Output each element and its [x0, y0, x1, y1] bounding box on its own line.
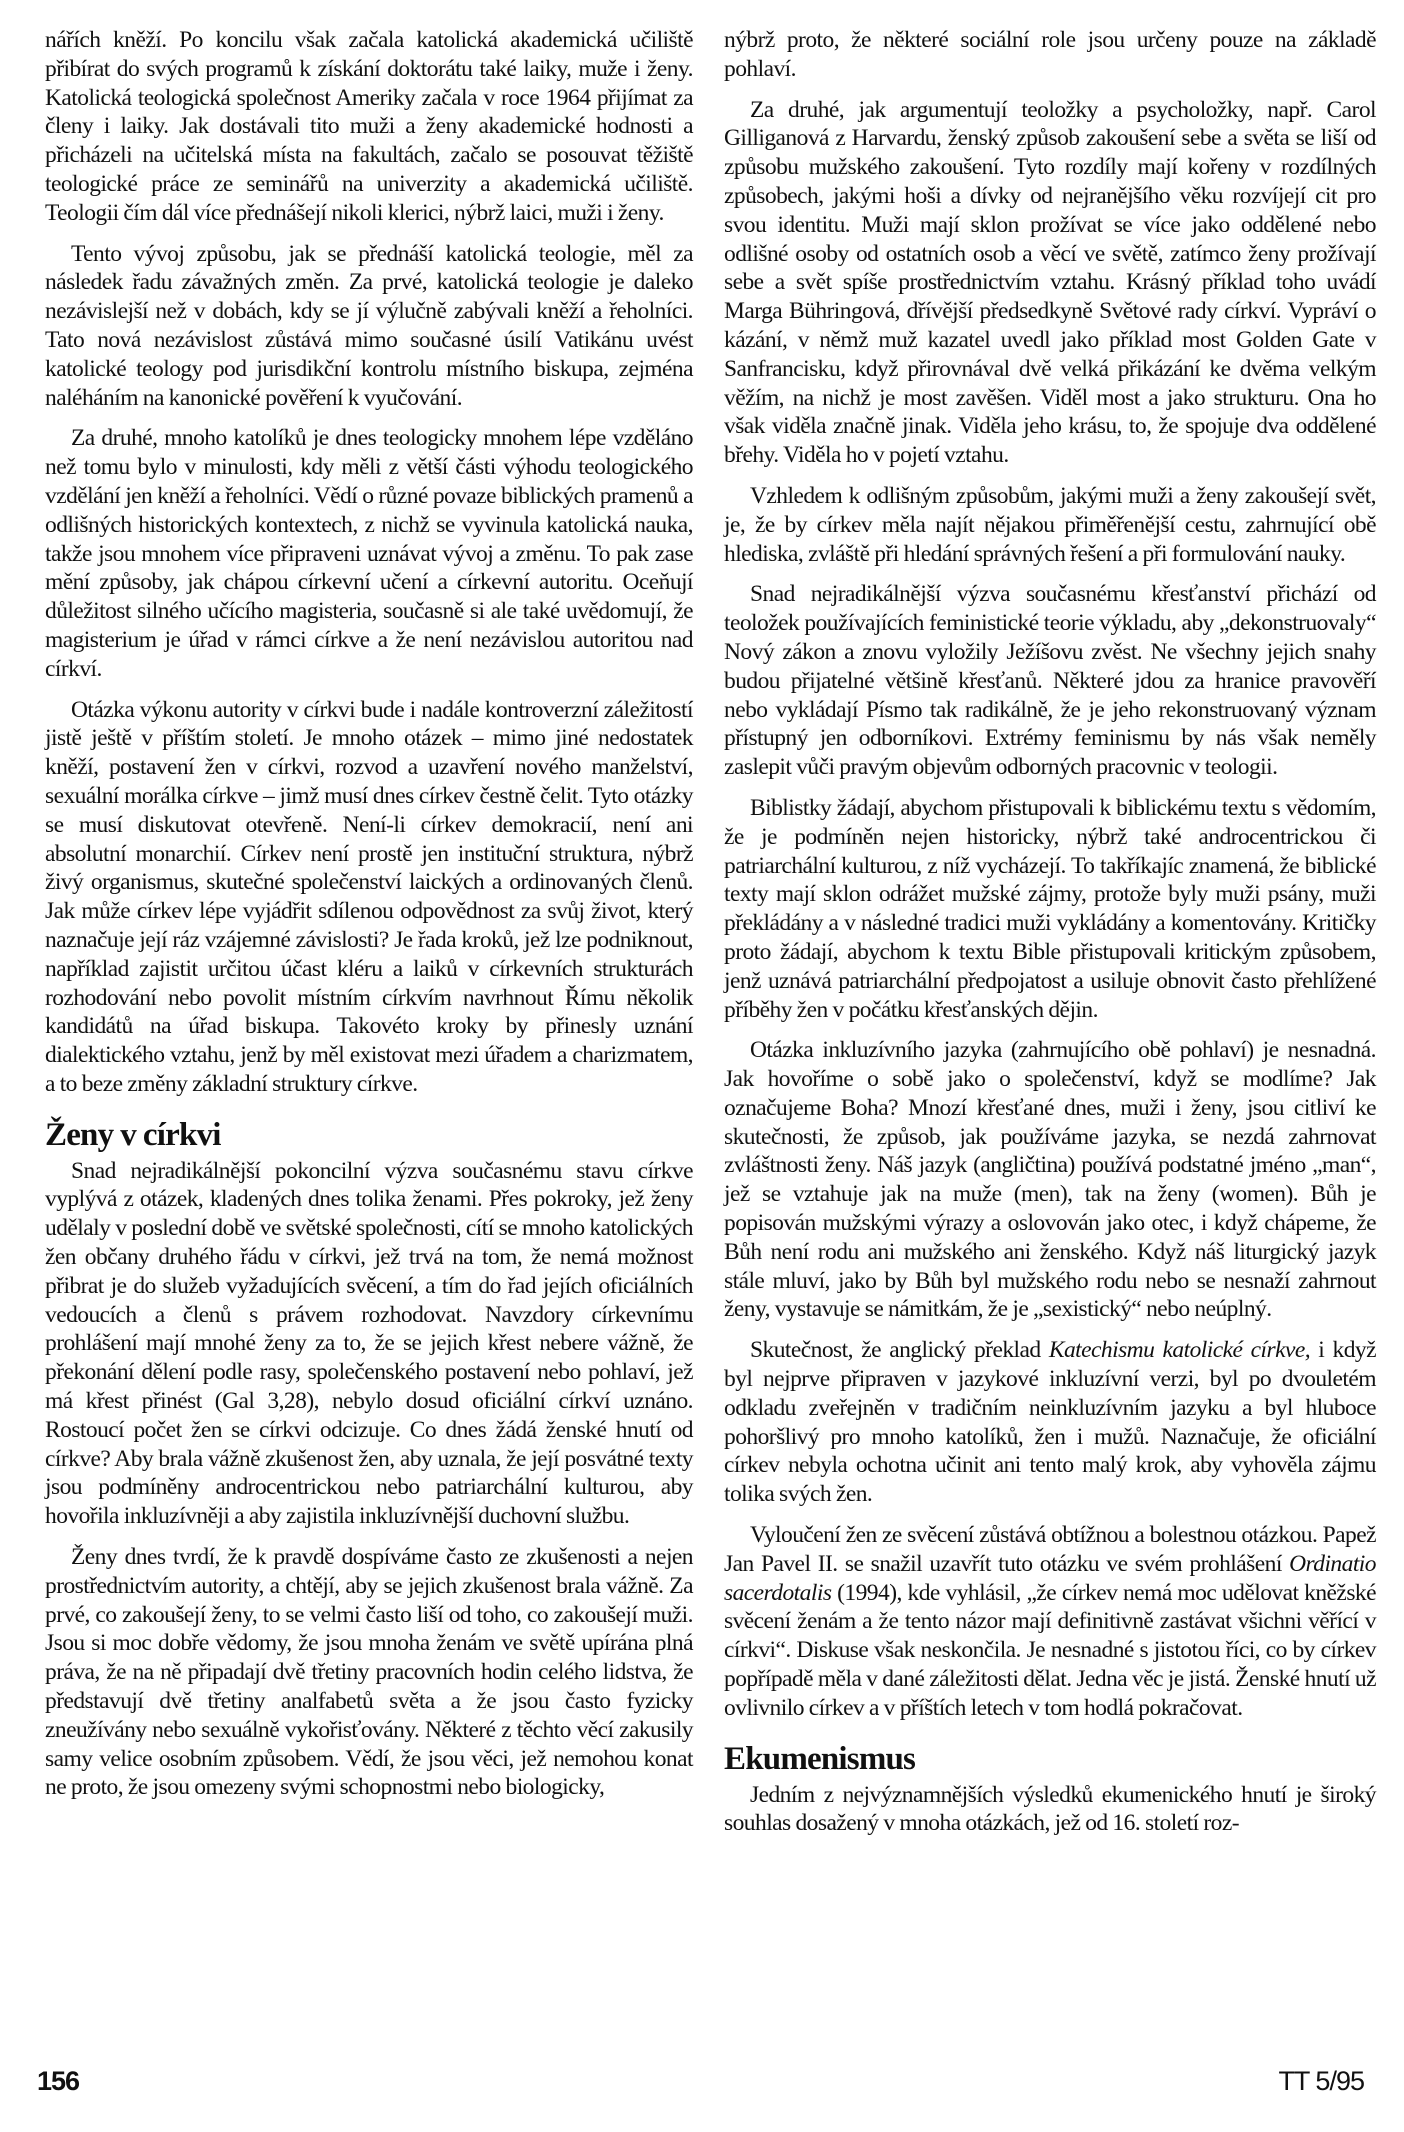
page-number: 156: [37, 2066, 80, 2096]
right-column: [724, 26, 1376, 1850]
paragraph-ordinatio: [724, 1521, 1376, 1723]
paragraph: Jedním z nejvýznamnějších výsledků ekumenického hnutí je široký souhlas dosažený v mnoha otázkách, jež od 16. století roz-: [724, 1781, 1376, 1837]
journal-issue: TT 5/95: [1278, 2066, 1364, 2096]
paragraph: Snad nejradikálnější výzva současnému křesťanství přichází od teoložek používajících feministické teorie výkladu, aby „dekonstruovaly“ Nový zákon a znovu vyložily Ježíšovu zvěst. Ne všechny jejich snahy budou přijatelné většině křesťanů. Některé jdou za hranice pravověří nebo vykládají Písmo tak radikálně, že je jeho rekonstruovaný význam přístupný jen odborníkovi. Extrémy feminismu by nás však neměly zaslepit vůči pravým objevům odborných pracovnic v teologii.: [724, 581, 1376, 781]
paragraph-text: Skutečnost, že anglický překlad: [750, 1337, 1049, 1364]
book-title-italic: Katechismu katolické církve,: [1048, 1337, 1311, 1364]
paragraph: nýbrž proto, že některé sociální role jsou určeny pouze na základě pohlaví.: [724, 27, 1376, 82]
document-title-italic: Ordinatio sacerdotalis: [724, 1550, 1376, 1606]
paragraph: Otázka inkluzívního jazyka (zahrnujícího obě pohlaví) je nesnadná. Jak hovoříme o sobě jako o společenství, když se modlíme? Jak označujeme Boha? Mnozí křesťané dnes, muži i ženy, jsou citliví ke skutečnosti, že způsob, jak používáme jazyka, se nezdá zahrnovat zvláštnosti ženy. Náš jazyk (angličtina) používá podstatné jméno „man“, jež se vztahuje jak na muže (men), tak na ženy (women). Bůh je popisován mužskými výrazy a oslovován jako otec, i když chápeme, že Bůh není rodu ani mužského ani ženského. Když náš liturgický jazyk stále mluví, jako by Bůh byl mužského rodu nebo se nesnaží zahrnout ženy, vystavuje se námitkám, že je „sexistický“ nebo neúplný.: [724, 1037, 1376, 1323]
paragraph-catechism: [724, 1336, 1376, 1509]
section-heading-ecumenism: Ekumenismus: [724, 1740, 916, 1777]
paragraph: Tento vývoj způsobu, jak se přednáší katolická teologie, měl za následek řadu závažných změn. Za prvé, katolická teologie je daleko nezávislejší než v dobách, kdy se jí výlučně zabývali kněží a řeholníci. Tato nová nezávislost zůstává mimo současné úsilí Vatikánu uvést katolické teology pod jurisdikční kontrolu místního biskupa, zejména naléháním na kanonické pověření k vyučování.: [45, 240, 693, 411]
paragraph: Otázka výkonu autority v církvi bude i nadále kontroverzní záležitostí jistě ještě v příštím století. Je mnoho otázek – mimo jiné nedostatek kněží, postavení žen v církvi, rozvod a uzavření nového manželství, sexuální morálka církve – jimž musí dnes církev čestně čelit. Tyto otázky se musí diskutovat otevřeně. Není-li církev demokracií, není ani absolutní monarchií. Církev není prostě jen instituční struktura, nýbrž živý organismus, skutečné společenství laických a ordinovaných členů. Jak může církev lépe vyjádřit sdílenou odpovědnost za svůj život, který naznačuje její ráz vzájemné závislosti? Je řada kroků, jež lze podniknout, například zajistit určitou účast kléru a laiků v církevních strukturách rozhodování nebo povolit místním církvím navrhnout Římu několik kandidátů na úřad biskupa. Takovéto kroky by přinesly uznání dialektického vztahu, jenž by měl existovat mezi úřadem a charizmatem, a to beze změny základní struktury církve.: [45, 696, 693, 1097]
paragraph-text: (1994), kde vyhlásil, „že církev nemá moc udělovat kněžské svěcení ženám a že tento názor mají definitivně zastávat všichni věřící v církvi“. Diskuse však neskončila. Je nesnadné s jistotou říci, co by církev popřípadě měla v dané záležitosti dělat. Jedna věc je jistá. Ženské hnutí už ovlivnilo církev a v příštích letech v tom hodlá pokračovat.: [724, 1579, 1376, 1721]
paragraph: Snad nejradikálnější pokoncilní výzva současnému stavu církve vyplývá z otázek, kladených dnes tolika ženami. Přes pokroky, jež ženy udělaly v poslední době ve světské společnosti, cítí se mnoho katolických žen občany druhého řádu v církvi, jež trvá na tom, že nemá možnost přibrat je do služeb vyžadujících svěcení, a tím do řad jejích oficiálních vedoucích a členů s právem rozhodovat. Navzdory církevnímu prohlášení mají mnohé ženy za to, že se jejich křest nebere vážně, že překonání dělení podle rasy, společenského postavení nebo pohlaví, jež má křest přinést (Gal 3,28), nebylo dosud oficiální církví uznáno. Rostoucí počet žen se církvi odcizuje. Co dnes žádá ženské hnutí od církve? Aby brala vážně zkušenost žen, aby uznala, že její posvátné texty jsou podmíněny androcentrickou nebo patriarchální kulturou, aby hovořila inkluzívněji a aby zajistila inkluzívnější duchovní službu.: [45, 1157, 693, 1530]
paragraph: Biblistky žádají, abychom přistupovali k biblickému textu s vědomím, že je podmíněn nejen historicky, nýbrž také androcentrickou či patriarchální kulturou, z níž vycházejí. To takříkajíc znamená, že biblické texty mají sklon odrážet mužské zájmy, protože byly muži psány, muži překládány a v následné tradici muži vykládány a komentovány. Kritičky proto žádají, abychom k textu Bible přistupovali kritickým způsobem, jenž uznává patriarchální předpojatost a usiluje obnovit často přehlížené příběhy žen v počátku křesťanských dějin.: [724, 794, 1376, 1023]
paragraph-text: Vyloučení žen ze svěcení zůstává obtížnou a bolestnou otázkou. Papež Jan Pavel II. se snažil uzavřít tuto otázku ve svém prohlášení: [724, 1522, 1376, 1577]
paragraph: Za druhé, mnoho katolíků je dnes teologicky mnohem lépe vzděláno než tomu bylo v minulosti, kdy měli z větší části výhodu teologického vzdělání jen kněží a řeholníci. Vědí o různé povaze biblických pramenů a odlišných historických kontextech, z nichž se vyvinula katolická nauka, takže jsou mnohem více připraveni uznávat vývoj a změnu. To pak zase mění způsoby, jak chápou církevní učení a církevní autoritu. Oceňují důležitost silného učícího magisteria, současně si ale také uvědomují, že magisterium je úřad v rámci církve a že není nezávislou autoritou nad církví.: [45, 425, 693, 682]
paragraph: Ženy dnes tvrdí, že k pravdě dospíváme často ze zkušenosti a nejen prostřednictvím autority, a chtějí, aby se jejich zkušenost brala vážně. Za prvé, co zakoušejí ženy, to se velmi často liší od toho, co zakoušejí muži. Jsou si moc dobře vědomy, že jsou mnoha ženám ve světě upírána plná práva, že na ně připadají dvě třetiny pracovních hodin celého lidstva, že představují dvě třetiny analfabetů světa a že jsou často fyzicky zneužívány nebo sexuálně vykořisťovány. Některé z těchto věcí zakusily samy velice osobním způsobem. Vědí, že jsou věci, jež nemohou konat ne proto, že jsou omezeny svými schopnostmi nebo biologicky,: [45, 1544, 693, 1801]
paragraph: nářích kněží. Po koncilu však začala katolická akademická učiliště přibírat do svých programů k získání doktorátu také laiky, muže i ženy. Katolická teologická společnost Ameriky začala v roce 1964 přijímat za členy i laiky. Jak dostávali tito muži a ženy akademické hodnosti a přicházeli na učitelská místa na fakultách, začalo se posouvat těžiště teologické práce ze seminářů na univerzity a akademická učiliště. Teologii čím dál více přednášejí nikoli klerici, nýbrž laici, muži i ženy.: [45, 27, 693, 226]
left-column: [45, 26, 693, 1814]
paragraph: Za druhé, jak argumentují teoložky a psycholožky, např. Carol Gilliganová z Harvardu, ženský způsob zakoušení sebe a světa se liší od způsobu mužského zakoušení. Tyto rozdíly mají kořeny v rozdílných způsobech, jakými hoši a dívky od nejranějšího věku rozvíjejí cit pro svou identitu. Muži mají sklon prožívat se více jako oddělené nebo odlišné osoby od ostatních osob a věcí ve světě, zatímco ženy prožívají sebe a svět spíše prostřednictvím vztahu. Krásný příklad toho uvádí Marga Bühringová, dřívější předsedkyně Světové rady církví. Vypráví o kázání, v němž muž kazatel uvedl jako příklad most Golden Gate v Sanfrancisku, když přirovnával dvě velká přikázání ke dvěma velkým věžím, na nichž je most zavěšen. Viděl most a jako strukturu. Ona ho však viděla značně jinak. Viděla jeho krásu, to, že spojuje dva oddělené břehy. Viděla ho v pojetí vztahu.: [724, 96, 1376, 469]
section-heading-women-in-church: Ženy v církvi: [45, 1116, 221, 1153]
paragraph-text: i když byl nejprve připraven v jazykové inkluzívní verzi, byl po dvouletém odkladu zveřejněn v tradičním neinkluzívním jazyku a byl hluboce pohoršlivý pro mnoho katolíků, žen i mužů. Naznačuje, že oficiální církev nebyla ochotna učinit ani tento malý krok, aby vyhověla zájmu tolika svých žen.: [724, 1337, 1377, 1508]
paragraph: Vzhledem k odlišným způsobům, jakými muži a ženy zakoušejí svět, je, že by církev měla najít nějakou přiměřenější cestu, zahrnující obě hlediska, zvláště při hledání správných řešení a při formulování nauky.: [724, 482, 1376, 567]
